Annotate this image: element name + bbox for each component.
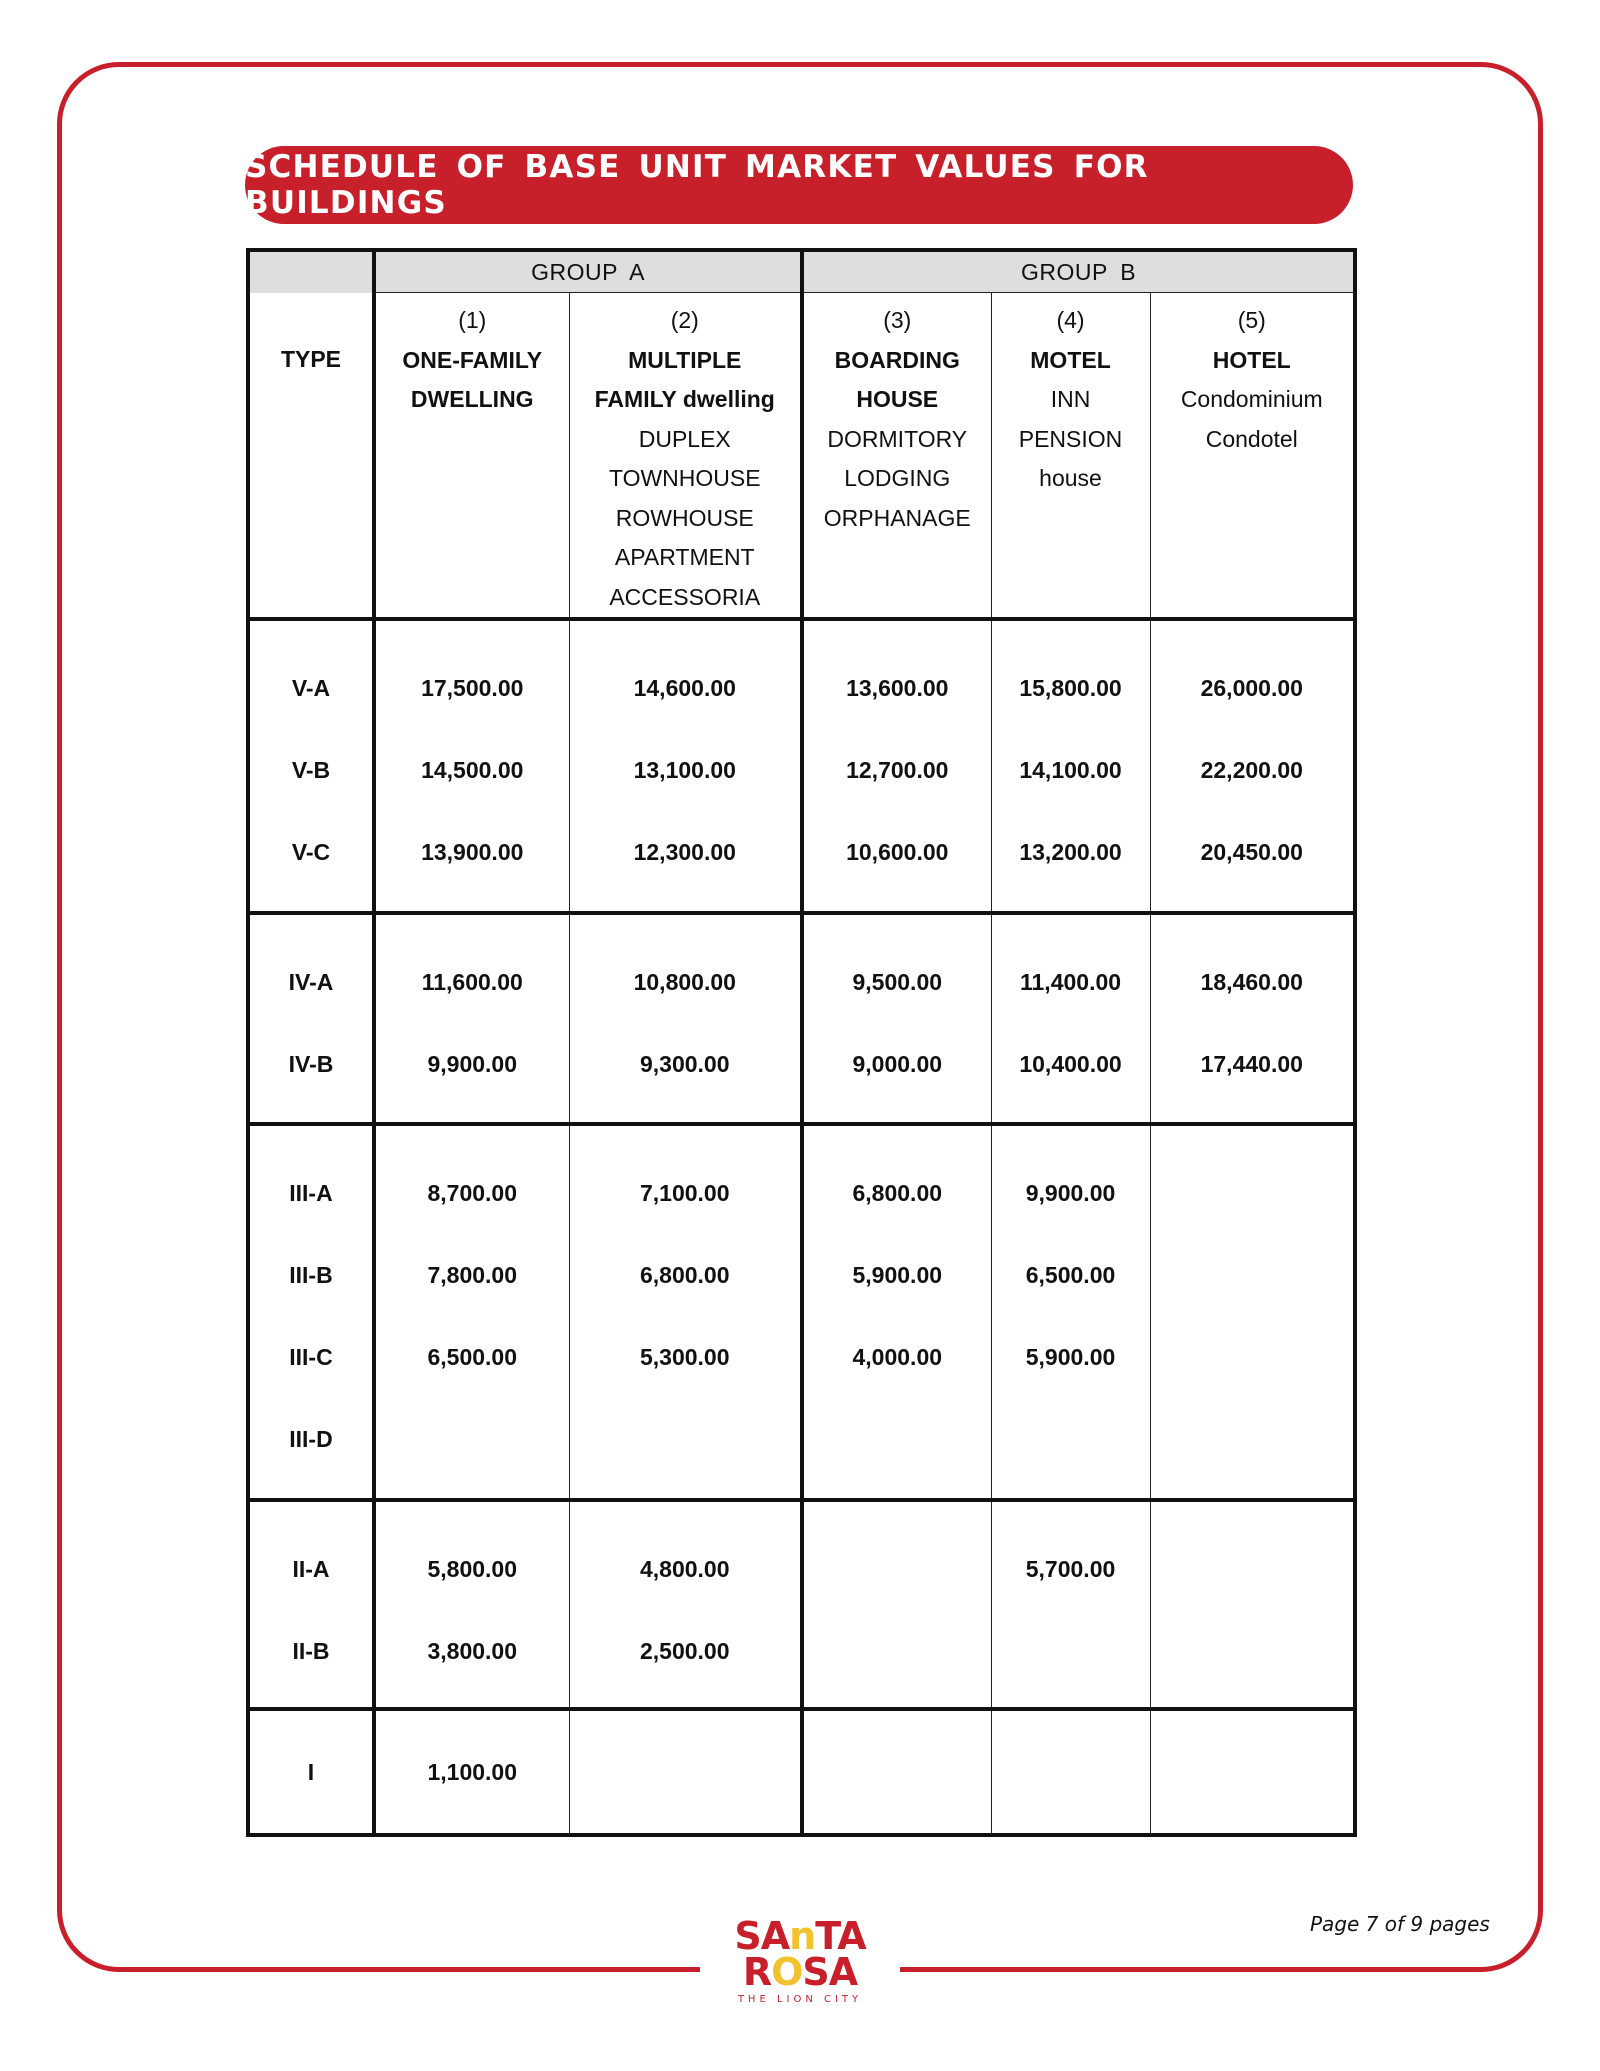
unit-value: 11,600.00: [421, 969, 523, 995]
unit-value: 1,100.00: [427, 1759, 518, 1785]
building-type: V-A: [291, 675, 331, 701]
building-type: II-A: [292, 1556, 330, 1582]
value-cell: [1150, 1500, 1355, 1709]
logo-tagline: THE LION CITY: [737, 1994, 863, 2005]
unit-value: 2,500.00: [639, 1638, 730, 1664]
column-header: [991, 293, 1150, 620]
value-cell: [374, 619, 569, 913]
table-row: [248, 619, 1355, 913]
unit-value: 4,800.00: [639, 1556, 730, 1582]
unit-value: [376, 1398, 569, 1480]
column-header: [802, 293, 991, 620]
logo-text: R: [742, 1950, 772, 1994]
unit-value: 18,460.00: [1200, 969, 1303, 995]
logo-text: SA: [734, 1914, 790, 1958]
column-subtitle-line: ORPHANAGE: [823, 504, 971, 531]
unit-value: 4,000.00: [852, 1344, 943, 1370]
logo-text: SA: [802, 1950, 858, 1994]
column-subtitle-line: (3): [883, 307, 912, 333]
unit-value: [1151, 1610, 1354, 1692]
unit-value: 13,200.00: [1019, 839, 1122, 865]
column-title-line: HOUSE: [856, 386, 939, 412]
column-subtitle-line: LODGING: [844, 465, 951, 491]
lion-icon: O: [771, 1950, 803, 1994]
unit-value: 14,600.00: [633, 675, 736, 701]
unit-value: 9,000.00: [852, 1051, 943, 1077]
value-cell: [802, 1500, 991, 1709]
value-cell: [991, 1709, 1150, 1835]
unit-value: 12,300.00: [633, 839, 736, 865]
column-subtitle-line: house: [1039, 465, 1102, 491]
value-cell: [802, 619, 991, 913]
type-cell: [248, 913, 374, 1124]
unit-value: 17,440.00: [1200, 1051, 1303, 1077]
unit-value: 11,400.00: [1019, 969, 1122, 995]
unit-value: [992, 1610, 1150, 1692]
unit-value: 10,400.00: [1019, 1051, 1122, 1077]
column-title-line: MULTIPLE: [628, 346, 742, 373]
unit-value: 14,100.00: [1019, 757, 1122, 783]
type-header-cell: [248, 293, 374, 620]
column-subtitle-line: ROWHOUSE: [615, 504, 754, 531]
column-subtitle-line: PENSION: [1018, 425, 1123, 452]
building-type: IV-B: [288, 1051, 334, 1077]
unit-value: [804, 1711, 991, 1833]
value-cell: [802, 1709, 991, 1835]
column-title-line: MOTEL: [1030, 346, 1111, 373]
column-subtitle-line: TOWNHOUSE: [608, 465, 761, 491]
unit-value: 9,500.00: [852, 969, 943, 995]
unit-value: [804, 1528, 991, 1610]
column-title-line: DWELLING: [410, 386, 534, 412]
unit-value: [804, 1398, 991, 1480]
building-type: III-D: [289, 1426, 333, 1452]
column-title-line: BOARDING: [834, 346, 960, 373]
unit-value: 5,900.00: [1025, 1344, 1116, 1370]
building-type: V-B: [291, 757, 331, 783]
value-cell: [374, 1709, 569, 1835]
value-cell: [991, 1500, 1150, 1709]
value-cell: [802, 913, 991, 1124]
unit-value: 14,500.00: [421, 757, 524, 783]
unit-value: 5,900.00: [852, 1262, 943, 1288]
column-subtitle-line: (1): [458, 307, 487, 333]
unit-value: 6,500.00: [427, 1344, 518, 1370]
building-type: IV-A: [288, 969, 334, 995]
value-cell: [991, 1124, 1150, 1500]
value-cell: [569, 1709, 802, 1835]
group-a-header: GROUP A: [374, 250, 802, 293]
building-type: III-C: [289, 1344, 333, 1370]
column-subtitle-line: Condotel: [1205, 425, 1298, 452]
building-type: III-B: [289, 1262, 333, 1288]
corner-cell: [248, 250, 374, 293]
column-subtitle-line: APARTMENT: [614, 544, 755, 570]
value-cell: [569, 913, 802, 1124]
unit-value: [1151, 1711, 1354, 1833]
unit-value: 13,100.00: [633, 757, 736, 783]
unit-value: 9,900.00: [427, 1051, 518, 1077]
unit-value: 3,800.00: [427, 1638, 518, 1664]
unit-value: 12,700.00: [846, 757, 949, 783]
unit-value: 5,700.00: [1025, 1556, 1116, 1582]
column-header: [1150, 293, 1355, 620]
unit-value: 17,500.00: [421, 675, 524, 701]
unit-value: 26,000.00: [1200, 675, 1303, 701]
column-title-line: HOTEL: [1212, 346, 1291, 373]
unit-value: [570, 1398, 801, 1480]
unit-value: [992, 1711, 1150, 1833]
type-cell: [248, 1500, 374, 1709]
unit-value: 9,900.00: [1025, 1180, 1116, 1206]
table-row: [248, 1500, 1355, 1709]
logo-arch-icon: n: [789, 1914, 816, 1958]
type-cell: [248, 1709, 374, 1835]
unit-value: [1151, 1152, 1354, 1234]
unit-value: [570, 1711, 801, 1833]
column-title-line: FAMILY dwelling: [594, 386, 775, 412]
column-header: [569, 293, 802, 620]
column-title-line: ONE-FAMILY: [402, 346, 543, 373]
unit-value: [992, 1398, 1150, 1480]
unit-value: 9,300.00: [639, 1051, 730, 1077]
page-title: SCHEDULE OF BASE UNIT MARKET VALUES FOR BUILDINGS: [245, 146, 1353, 224]
unit-value: 5,300.00: [639, 1344, 730, 1370]
unit-value: 13,900.00: [421, 839, 524, 865]
type-cell: [248, 619, 374, 913]
unit-value: 7,800.00: [427, 1262, 518, 1288]
building-type: II-B: [292, 1638, 330, 1664]
unit-value: 6,800.00: [639, 1262, 730, 1288]
column-subtitle-line: (2): [670, 307, 699, 333]
column-subtitle-line: INN: [1050, 386, 1091, 412]
unit-value: 13,600.00: [846, 675, 949, 701]
building-type: V-C: [291, 839, 331, 865]
value-cell: [1150, 913, 1355, 1124]
type-header: TYPE: [280, 345, 342, 372]
unit-value: 10,600.00: [846, 839, 949, 865]
value-cell: [1150, 619, 1355, 913]
column-header: [374, 293, 569, 620]
unit-value: 8,700.00: [427, 1180, 518, 1206]
unit-value: 10,800.00: [633, 969, 736, 995]
building-type: III-A: [289, 1180, 333, 1206]
value-cell: [374, 1124, 569, 1500]
unit-value: [1151, 1316, 1354, 1398]
type-cell: [248, 1124, 374, 1500]
unit-value: [804, 1610, 991, 1692]
column-subtitle-line: DUPLEX: [638, 425, 731, 452]
table-row: [248, 1124, 1355, 1500]
value-cell: [802, 1124, 991, 1500]
table-row: [248, 913, 1355, 1124]
column-subtitle-line: (5): [1237, 307, 1266, 333]
unit-value: 6,800.00: [852, 1180, 943, 1206]
logo-text: TA: [815, 1914, 866, 1958]
unit-value: 6,500.00: [1025, 1262, 1116, 1288]
page-indicator: Page 7 of 9 pages: [1310, 1912, 1490, 1936]
value-cell: [569, 1124, 802, 1500]
value-cell: [991, 619, 1150, 913]
unit-value: 7,100.00: [639, 1180, 730, 1206]
column-subtitle-line: (4): [1056, 307, 1085, 333]
building-type: I: [307, 1759, 315, 1785]
santa-rosa-logo: [720, 1914, 880, 2018]
column-subtitle-line: DORMITORY: [827, 425, 968, 452]
unit-value: 15,800.00: [1019, 675, 1122, 701]
unit-value: [1151, 1528, 1354, 1610]
unit-value: 5,800.00: [427, 1556, 518, 1582]
market-values-table: [246, 248, 1357, 1837]
unit-value: [1151, 1398, 1354, 1480]
column-subtitle-line: ACCESSORIA: [609, 583, 761, 610]
value-cell: [991, 913, 1150, 1124]
unit-value: 22,200.00: [1200, 757, 1303, 783]
value-cell: [569, 1500, 802, 1709]
value-cell: [1150, 1124, 1355, 1500]
table-row: [248, 1709, 1355, 1835]
value-cell: [569, 619, 802, 913]
unit-value: 20,450.00: [1200, 839, 1303, 865]
column-subtitle-line: Condominium: [1180, 386, 1323, 412]
value-cell: [374, 913, 569, 1124]
value-cell: [1150, 1709, 1355, 1835]
value-cell: [374, 1500, 569, 1709]
unit-value: [1151, 1234, 1354, 1316]
group-b-header: GROUP B: [802, 250, 1355, 293]
